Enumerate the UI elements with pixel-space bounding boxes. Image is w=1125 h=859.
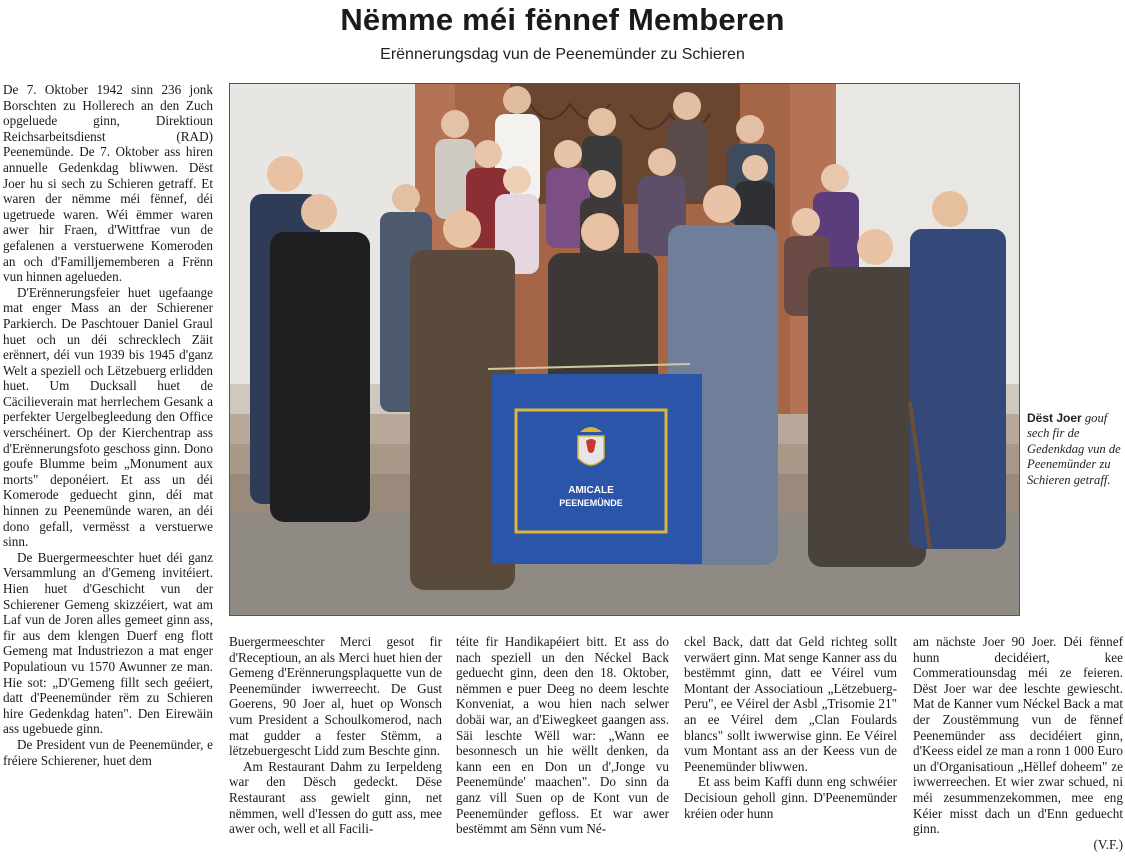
paragraph: D'Erënnerungsfeier huet ugefaange mat enger Mass an der Schierener Parkierch. De Paschtouer Daniel Graul huet och un déi schrecklech Zäit erënnert, déi vun 1939 bis 1945 d'ganz Welt a speziell och Lëtzebuerg erlidden huet. Um Ducksall huet de Cäcilieverain mat herrlechem Gesank a perfekter Uergelbegleedung den Office verschéinert. Op der Kierchentrap ass d'Erënnerungsfoto geschoss ginn. Dono goufe Blumme beim „Monument aux morts" deponéiert. Et ass un déi Komerode geduecht ginn, déi mat hinnen zu Peenemünde waren, an déi dono gefall, vermësst a verstuerwe sinn. — [3, 284, 213, 550]
banner-line-2: PEENEMÜNDE — [559, 498, 623, 508]
caption-lead: Dëst Joer — [1027, 411, 1082, 425]
paragraph: De 7. Oktober 1942 sinn 236 jonk Borschten zu Hollerech an den Zuch opgeluede ginn, Direktioun Reichsarbeitsdienst (RAD) Peenemünde. De 7. Oktober ass hiren annuelle Gedenkdag bliwwen. Dëst Joer hu si sech zu Schieren getraff. Et waren der nëmme méi fënnef, déi ugetruede waren. Wéi ëmmer waren awer hir Fraen, d'Wittfrae vun de gefalenen a verstuerwene Komeroden an och d'Familljememberen a Frënn vun hinnen agelueden. — [3, 82, 213, 285]
paragraph: De Buergermeeschter huet déi ganz Versammlung an d'Gemeng invitéiert. Hien huet d'Geschicht vun der Schierener Gemeng skizzéiert, wat am Laf vun de Joren alles gemeet ginn ass, fir aus dem klengen Duerf eng flott Gemeng mat Industriezon a mat enger Populatioun vu 1570 Awunner ze man. Hie sot: „D'Gemeng fillt sech geéiert, datt d'Peenemünder rëm zu Schieren hire Gedenkdag haten". Den Eirewäin ass ugebuede ginn. — [3, 549, 213, 737]
article-column-2 — [229, 634, 442, 858]
caption-text: gouf sech fir de Gedenkdag vun de Peenemünder zu Schieren getraff. — [1027, 411, 1121, 487]
author-credit: (V.F.) — [1093, 836, 1123, 852]
photo-caption — [1027, 411, 1123, 488]
paragraph: Buergermeeschter Merci gesot fir d'Receptioun, an als Merci huet hien der Gemeng d'Erënnerungsplaquette vun de Peenemünder iwwerreecht. De Gust Goerens, 90 Joer al, huet op Wonsch vum President a Schoulkomerod, nach mat gudder a fester Stëmm, a lëtzebuergescht Lidd zum Beschte ginn. — [229, 634, 442, 759]
article-column-4 — [684, 634, 897, 858]
group-photo — [229, 83, 1020, 616]
headline: Nëmme méi fënnef Memberen — [340, 2, 785, 37]
banner-line-1: AMICALE — [568, 485, 614, 496]
article-column-1 — [3, 82, 213, 858]
paragraph: ckel Back, datt dat Geld richteg sollt verwäert ginn. Mat senge Kanner ass du bestëmmt ginn, datt ee Véirel vum Montant der Associatioun „Lëtzebuerg-Peru", ee Véirel der Asbl „Trisomie 21" an ee Véirel dem „Clan Foulards blancs" sollt iwwerwise ginn. Ee Véirel vum Montant ass an der Keess vun de Peenemünder bliwwen. — [684, 634, 897, 774]
article-column-3 — [456, 634, 669, 858]
paragraph: Et ass beim Kaffi dunn eng schwéier Decisioun geholl ginn. D'Peenemünder kréien oder hunn — [684, 774, 897, 821]
paragraph: am nächste Joer 90 Joer. Déi fënnef hunn decidéiert, kee Commeratiounsdag méi ze feieren. Dëst Joer war dee leschte gewiescht. Mat de Kanner vum Néckel Back a mat der Zoustëmmung vun de fënnef Peenemünder ass decidéiert ginn, d'Keess eidel ze man a ronn 1 000 Euro un d'Organisatioun „Hëllef doheem" ze iwwerreechen. Et wier zwar schued, ni méi zesummenzekommen, mee eng Kéier misst dach un d'Enn geduecht ginn. — [913, 634, 1123, 837]
article-column-5 — [913, 634, 1123, 858]
subheadline: Erënnerungsdag vun de Peenemünder zu Schieren — [380, 46, 745, 63]
paragraph: téite fir Handikapéiert bitt. Et ass do nach speziell un den Néckel Back geduecht ginn, deen den 18. Oktober, nëmmen e puer Deeg no deem leschte Konveniat, a wou hien nach selwer dobäi war, an d'Eiwegkeet gaangen ass. Säi leschte Wëll war: „Wann ee besonnesch un hie wëllt denken, da kann een en Don un d',Jonge vu Peenemünde' maachen". Do sinn da ganz vill Suen op de Kont vun de Peenemünder gefloss. Et war awer bestëmmt am Sënn vum Né- — [456, 634, 669, 837]
paragraph: De President vun de Peenemünder, e fréiere Schierener, huet dem — [3, 736, 213, 768]
group-photo-illustration — [230, 84, 1019, 615]
paragraph: Am Restaurant Dahm zu Ierpeldeng war den Dësch gedeckt. Dëse Restaurant ass gewielt ginn, net nëmmen, well d'Iessen do gutt ass, mee awer och, well et all Facili- — [229, 758, 442, 837]
